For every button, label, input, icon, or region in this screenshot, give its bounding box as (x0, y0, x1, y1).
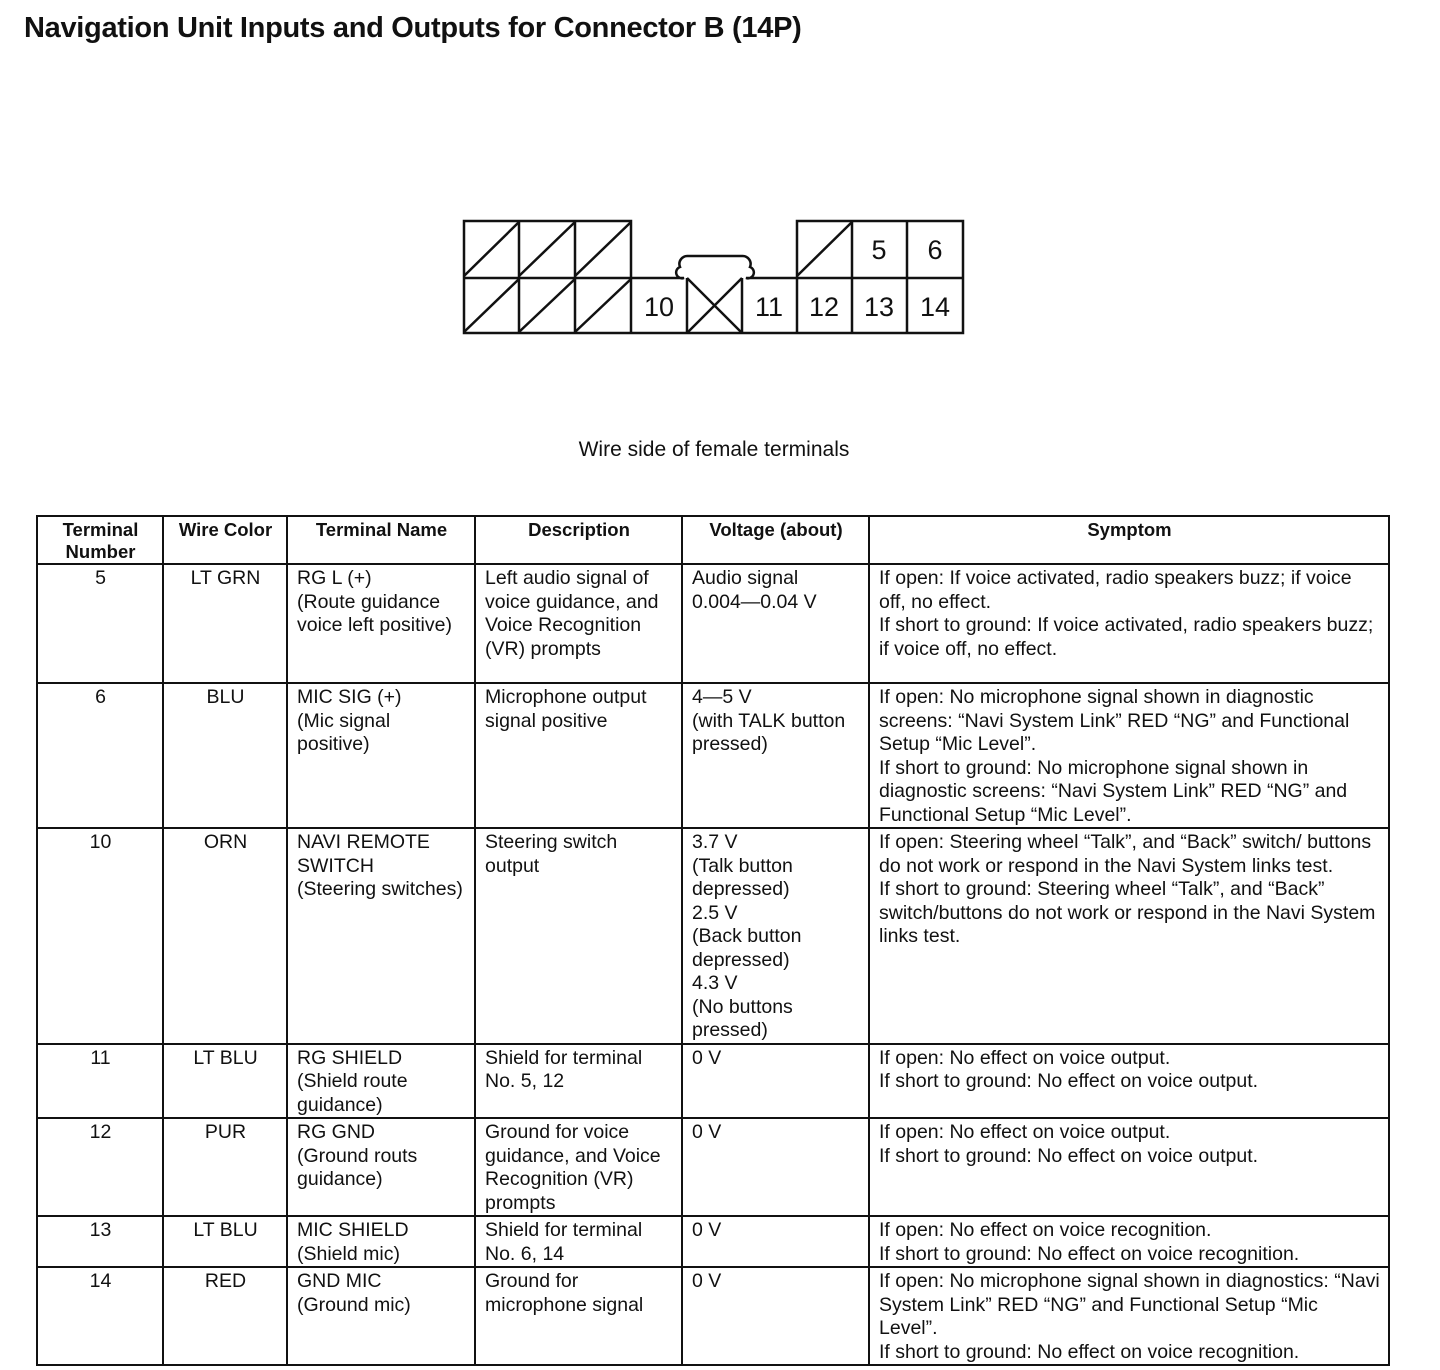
terminal-number: 5 (37, 564, 163, 683)
description: Left audio signal of voice guidance, and Voice Recognition (VR) prompts (475, 564, 682, 683)
pin-label-6: 6 (927, 235, 943, 265)
symptom: If open: If voice activated, radio speakers buzz; if voice off, no effect. If short to ground: If voice activated, radio speakers buzz; if voice off, no effect. (869, 564, 1389, 683)
pin-label-10: 10 (643, 292, 675, 322)
symptom: If open: No effect on voice output. If short to ground: No effect on voice output. (869, 1118, 1389, 1216)
empty-cavity-mark (575, 222, 631, 276)
table-header-row (37, 516, 1389, 564)
table-row (37, 1044, 1389, 1119)
pin-label-14: 14 (919, 292, 951, 322)
description: Shield for terminal No. 5, 12 (475, 1044, 682, 1119)
wire-color: BLU (163, 683, 287, 828)
terminal-number: 12 (37, 1118, 163, 1216)
header-symptom: Symptom (869, 516, 1389, 564)
wire-color: LT GRN (163, 564, 287, 683)
symptom: If open: Steering wheel “Talk”, and “Back” switch/ buttons do not work or respond in the Navi System links test. If short to ground: Steering wheel “Talk”, and “Back” switch/buttons do not work or respond in the Navi System links test. (869, 828, 1389, 1044)
wire-color: LT BLU (163, 1216, 287, 1267)
empty-cavity-mark (519, 222, 575, 276)
terminal-name: NAVI REMOTE SWITCH (Steering switches) (287, 828, 475, 1044)
connector-diagram (462, 219, 966, 337)
voltage: Audio signal 0.004—0.04 V (682, 564, 869, 683)
pin-label-5: 5 (871, 235, 887, 265)
voltage: 0 V (682, 1044, 869, 1119)
terminal-name: MIC SHIELD (Shield mic) (287, 1216, 475, 1267)
symptom: If open: No effect on voice recognition. If short to ground: No effect on voice recognition. (869, 1216, 1389, 1267)
empty-cavity-mark (519, 279, 575, 332)
header-description: Description (475, 516, 682, 564)
connector-caption: Wire side of female terminals (578, 438, 850, 461)
terminal-number: 10 (37, 828, 163, 1044)
table-row (37, 683, 1389, 828)
terminal-number: 6 (37, 683, 163, 828)
table-row (37, 1267, 1389, 1365)
voltage: 0 V (682, 1118, 869, 1216)
terminal-number: 13 (37, 1216, 163, 1267)
empty-cavity-mark (464, 279, 519, 332)
table-row (37, 1216, 1389, 1267)
description: Ground for microphone signal (475, 1267, 682, 1365)
header-terminal-number: Terminal Number (37, 516, 163, 564)
terminal-name: MIC SIG (+) (Mic signal positive) (287, 683, 475, 828)
description: Microphone output signal positive (475, 683, 682, 828)
wire-color: RED (163, 1267, 287, 1365)
terminal-number: 11 (37, 1044, 163, 1119)
terminal-number: 14 (37, 1267, 163, 1365)
page-title: Navigation Unit Inputs and Outputs for Connector B (14P) (24, 12, 802, 44)
connector-face (462, 219, 966, 337)
header-terminal-name: Terminal Name (287, 516, 475, 564)
table-row (37, 564, 1389, 683)
symptom: If open: No microphone signal shown in diagnostics: “Navi System Link” RED “NG” and Functional Setup “Mic Level”. If short to ground: No effect on voice recognition. (869, 1267, 1389, 1365)
description: Steering switch output (475, 828, 682, 1044)
terminal-name: GND MIC (Ground mic) (287, 1267, 475, 1365)
empty-cavity-mark (797, 222, 852, 276)
empty-cavity-mark (575, 279, 631, 332)
table-row (37, 1118, 1389, 1216)
wire-color: LT BLU (163, 1044, 287, 1119)
pin-label-13: 13 (863, 292, 895, 322)
voltage: 4—5 V (with TALK button pressed) (682, 683, 869, 828)
empty-cavity-mark (464, 222, 519, 276)
voltage: 3.7 V (Talk button depressed) 2.5 V (Back button depressed) 4.3 V (No buttons pressed) (682, 828, 869, 1044)
pin-label-12: 12 (808, 292, 840, 322)
symptom: If open: No microphone signal shown in diagnostic screens: “Navi System Link” RED “NG” and Functional Setup “Mic Level”. If short to ground: No microphone signal shown in diagnostic screens: “Navi System Link” RED “NG” and Functional Setup “Mic Level”. (869, 683, 1389, 828)
wire-color: PUR (163, 1118, 287, 1216)
header-wire-color: Wire Color (163, 516, 287, 564)
table-row (37, 828, 1389, 1044)
terminal-name: RG SHIELD (Shield route guidance) (287, 1044, 475, 1119)
wire-color: ORN (163, 828, 287, 1044)
header-voltage: Voltage (about) (682, 516, 869, 564)
description: Ground for voice guidance, and Voice Recognition (VR) prompts (475, 1118, 682, 1216)
symptom: If open: No effect on voice output. If short to ground: No effect on voice output. (869, 1044, 1389, 1119)
terminal-table (36, 515, 1390, 1366)
terminal-name: RG GND (Ground routs guidance) (287, 1118, 475, 1216)
description: Shield for terminal No. 6, 14 (475, 1216, 682, 1267)
terminal-name: RG L (+) (Route guidance voice left positive) (287, 564, 475, 683)
voltage: 0 V (682, 1216, 869, 1267)
pin-label-11: 11 (754, 292, 784, 322)
voltage: 0 V (682, 1267, 869, 1365)
